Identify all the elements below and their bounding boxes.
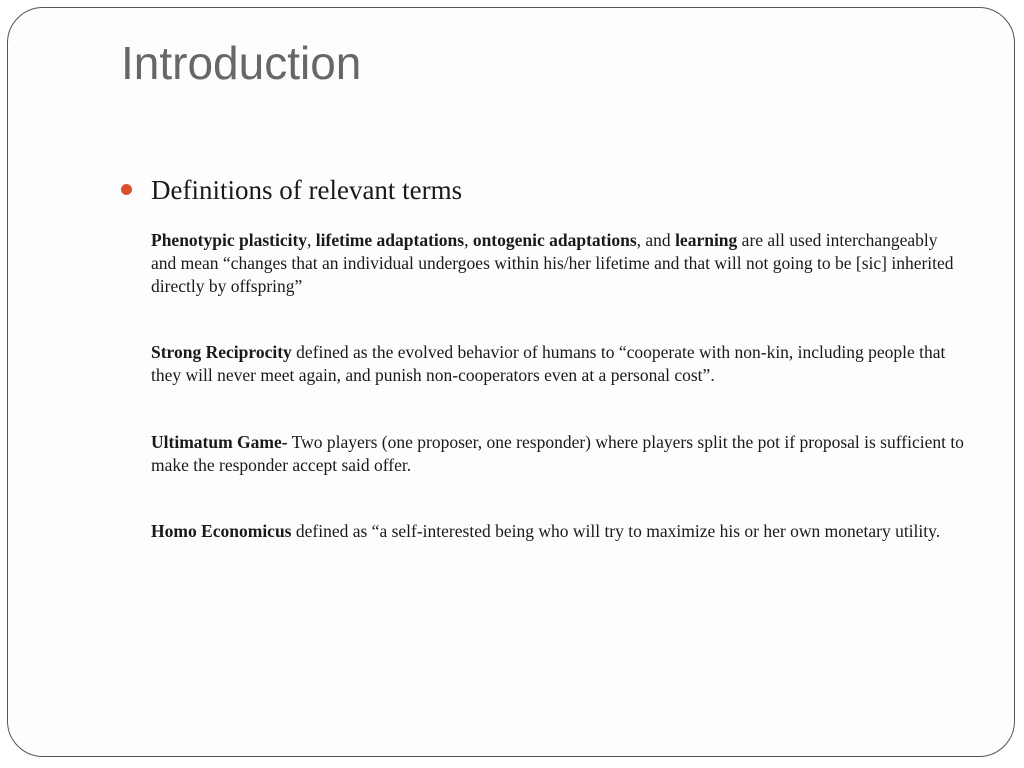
definition-term: Strong Reciprocity	[151, 342, 292, 363]
definition-text: Two players (one proposer, one responder) where players split the pot if proposal is sufficient to make the responder accept said offer.	[151, 431, 964, 475]
slide-title: Introduction	[121, 37, 362, 89]
definition-term: Homo Economicus	[151, 521, 292, 542]
definition-term: ontogenic adaptations	[472, 230, 637, 250]
definition-phenotypic-plasticity	[151, 229, 966, 297]
definition-text: , and	[636, 230, 676, 250]
bullet-dot-icon	[121, 184, 132, 195]
definition-text: defined as the evolved behavior of humans to “cooperate with non-kin, including people that they will never meet again, and punish non-cooperators even at a personal cost”.	[151, 342, 946, 385]
definition-term: learning	[675, 230, 738, 250]
bullet-text: Definitions of relevant terms	[151, 175, 463, 205]
definition-homo-economicus	[151, 520, 966, 543]
definition-term: Phenotypic plasticity	[151, 230, 308, 250]
definition-ultimatum-game	[151, 431, 966, 477]
definition-term: Ultimatum Game-	[151, 431, 288, 452]
definition-text: ,	[307, 230, 316, 250]
slide	[7, 7, 1015, 757]
definitions-list	[151, 229, 966, 543]
definition-strong-reciprocity	[151, 341, 966, 387]
bullet-item	[121, 175, 462, 206]
definition-term: lifetime adaptations	[315, 230, 465, 250]
definition-text: defined as “a self-interested being who will try to maximize his or her own monetary utility.	[291, 521, 941, 542]
definition-text: ,	[464, 230, 473, 250]
definition-text: are all used interchangeably and mean “changes that an individual undergoes within his/her lifetime and that will not going to be [sic] inherited directly by offspring”	[151, 230, 954, 296]
